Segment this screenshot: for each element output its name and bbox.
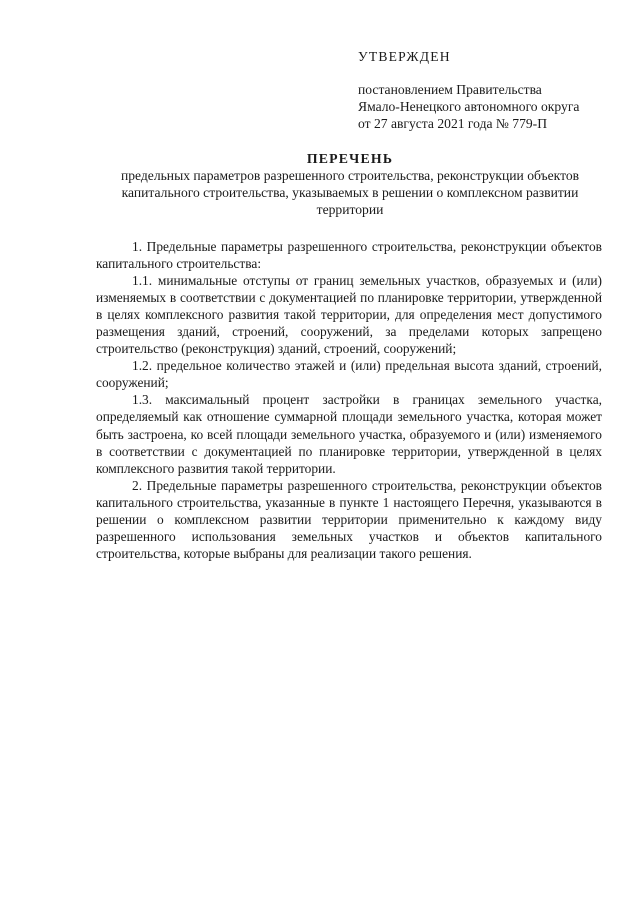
document-subtitle-line-2: капитального строительства, указываемых в решении о комплексном развитии [121,185,579,200]
approval-line-2: Ямало-Ненецкого автономного округа [358,99,580,114]
document-heading [90,150,610,218]
document-body [96,238,602,562]
approval-stamp: УТВЕРЖДЕН [358,49,451,64]
document-subtitle-line-1: предельных параметров разрешенного строительства, реконструкции объектов [120,168,580,183]
paragraph-1-3: 1.3. максимальный процент застройки в границах земельного участка, определяемый как отношение суммарной площади земельного участка, которая может быть застроена, ко всей площади земельного участка, образуемого и (или) изменяемого в соответствии с документацией по планировке территории, утвержденной в целях комплексного развития такой территории. [96,392,602,476]
approval-line-3: от 27 августа 2021 года № 779-П [358,116,548,131]
document-title: ПЕРЕЧЕНЬ [306,151,394,166]
paragraph-2: 2. Предельные параметры разрешенного строительства, реконструкции объектов капитального строительства, указанные в пункте 1 настоящего Перечня, указываются в решении о комплексном развитии территории применительно к каждому виду разрешенного использования земельных участков и объектов капитального строительства, которые выбраны для реализации такого решения. [96,477,602,561]
document-subtitle-line-3: территории [316,202,384,217]
approval-line-1: постановлением Правительства [358,82,542,97]
approval-block [358,48,618,132]
paragraph-1-1: 1.1. минимальные отступы от границ земельных участков, образуемых и (или) изменяемых в соответствии с документацией по планировке территории, утвержденной в целях комплексного развития такой территории, для определения мест допустимого размещения зданий, строений, сооружений, за пределами которых запрещено строительство (реконструкция) зданий, строений, сооружений; [96,273,602,357]
paragraph-1: 1. Предельные параметры разрешенного строительства, реконструкции объектов капитального строительства: [96,239,602,272]
paragraph-1-2: 1.2. предельное количество этажей и (или) предельная высота зданий, строений, сооружений; [96,358,602,391]
